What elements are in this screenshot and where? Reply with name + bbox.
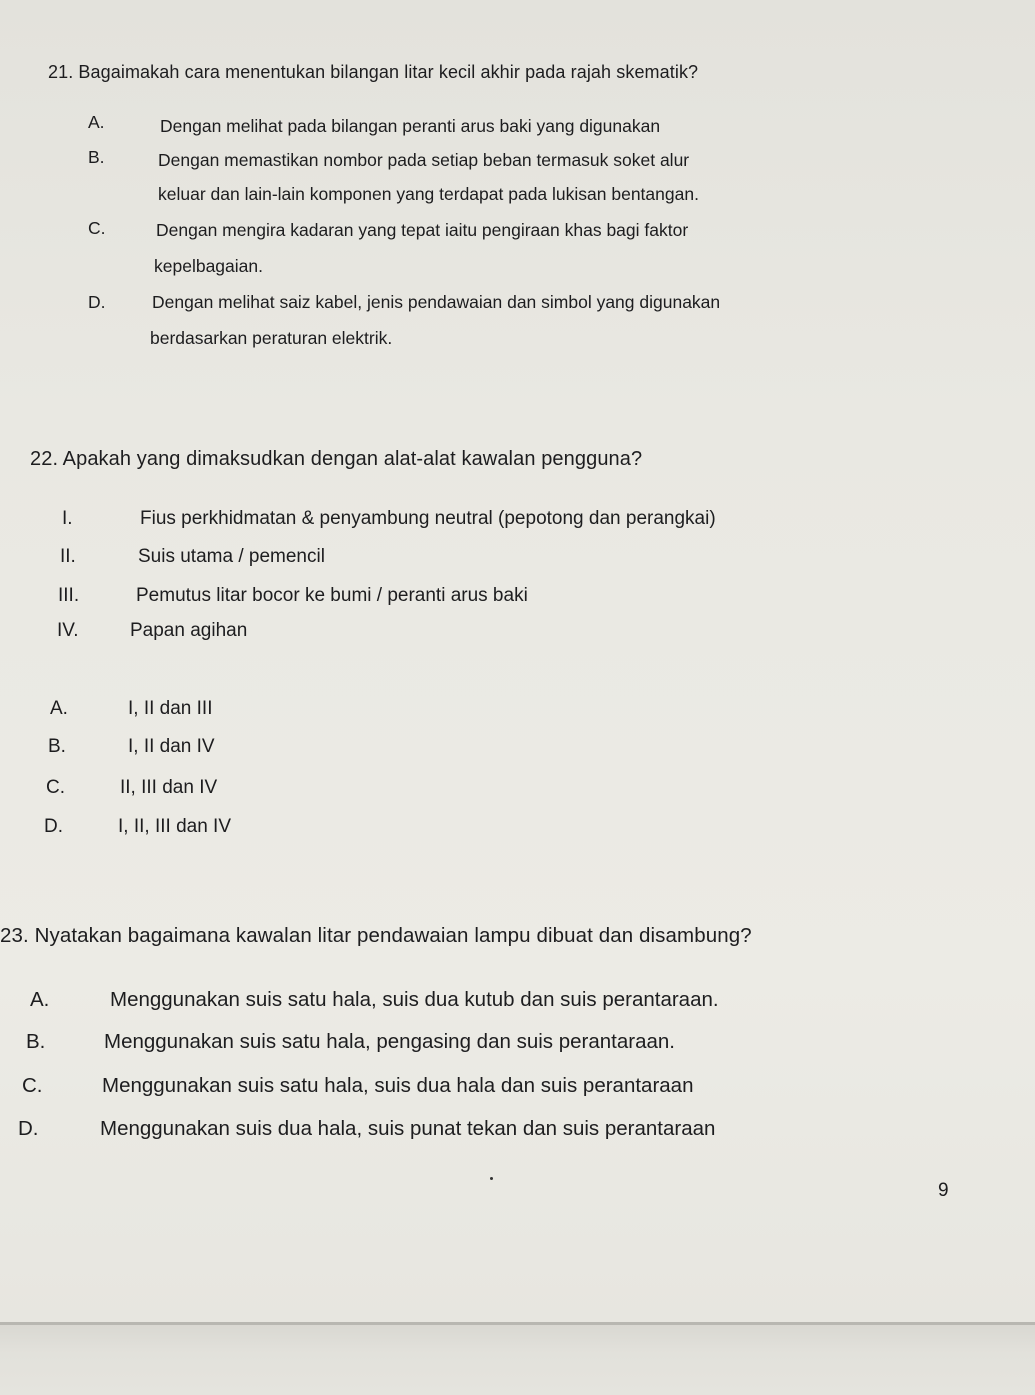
q21-option-b-line1: Dengan memastikan nombor pada setiap beban termasuk soket alur xyxy=(158,150,690,170)
q22-statement-4-text: Papan agihan xyxy=(130,620,248,641)
q21-option-b-letter: B. xyxy=(88,147,105,167)
q22-option-c-letter: C. xyxy=(46,777,65,798)
q21-option-d-letter: D. xyxy=(88,292,106,312)
q23-option-c-text: Menggunakan suis satu hala, suis dua hala dan suis perantaraan xyxy=(102,1074,694,1097)
page-number: 9 xyxy=(938,1180,949,1201)
paper-below-area xyxy=(0,1325,1035,1395)
q23-option-b-text: Menggunakan suis satu hala, pengasing dan suis perantaraan. xyxy=(104,1030,675,1053)
q22-option-d-text: I, II, III dan IV xyxy=(118,816,231,837)
q23-option-b-letter: B. xyxy=(26,1030,46,1053)
stray-dot xyxy=(490,1177,493,1180)
q21-option-d-line1: Dengan melihat saiz kabel, jenis pendawaian dan simbol yang digunakan xyxy=(152,292,721,312)
q22-option-a-text: I, II dan III xyxy=(128,698,213,719)
q21-option-b-line2: keluar dan lain-lain komponen yang terdapat pada lukisan bentangan. xyxy=(158,184,699,204)
q23-option-a-letter: A. xyxy=(30,988,50,1011)
q21-option-a-text: Dengan melihat pada bilangan peranti arus baki yang digunakan xyxy=(160,116,661,136)
q23-option-d-text: Menggunakan suis dua hala, suis punat tekan dan suis perantaraan xyxy=(100,1117,716,1140)
q21-option-a-letter: A. xyxy=(88,112,105,132)
question-21-stem: 21. Bagaimakah cara menentukan bilangan litar kecil akhir pada rajah skematik? xyxy=(48,62,699,82)
q22-option-a-letter: A. xyxy=(50,698,68,719)
q21-option-c-letter: C. xyxy=(88,218,106,238)
q22-statement-1-numeral: I. xyxy=(62,508,73,529)
q21-option-c-line2: kepelbagaian. xyxy=(154,256,263,276)
q23-option-c-letter: C. xyxy=(22,1074,43,1097)
q21-option-c-line1: Dengan mengira kadaran yang tepat iaitu pengiraan khas bagi faktor xyxy=(156,220,689,240)
q21-option-d-line2: berdasarkan peraturan elektrik. xyxy=(150,328,393,348)
q22-statement-2-text: Suis utama / pemencil xyxy=(138,546,325,567)
q22-statement-4-numeral: IV. xyxy=(57,620,79,641)
q22-option-d-letter: D. xyxy=(44,816,63,837)
q22-option-b-text: I, II dan IV xyxy=(128,736,215,757)
q22-statement-2-numeral: II. xyxy=(60,546,76,567)
question-23-stem: 23. Nyatakan bagaimana kawalan litar pendawaian lampu dibuat dan disambung? xyxy=(0,924,752,947)
q22-statement-3-text: Pemutus litar bocor ke bumi / peranti arus baki xyxy=(136,585,528,606)
q22-option-c-text: II, III dan IV xyxy=(120,777,218,798)
q23-option-d-letter: D. xyxy=(18,1117,39,1140)
q22-statement-1-text: Fius perkhidmatan & penyambung neutral (pepotong dan perangkai) xyxy=(140,508,716,529)
q22-option-b-letter: B. xyxy=(48,736,66,757)
q22-statement-3-numeral: III. xyxy=(58,585,80,606)
question-22-stem: 22. Apakah yang dimaksudkan dengan alat-alat kawalan pengguna? xyxy=(30,448,643,470)
q23-option-a-text: Menggunakan suis satu hala, suis dua kutub dan suis perantaraan. xyxy=(110,988,719,1011)
